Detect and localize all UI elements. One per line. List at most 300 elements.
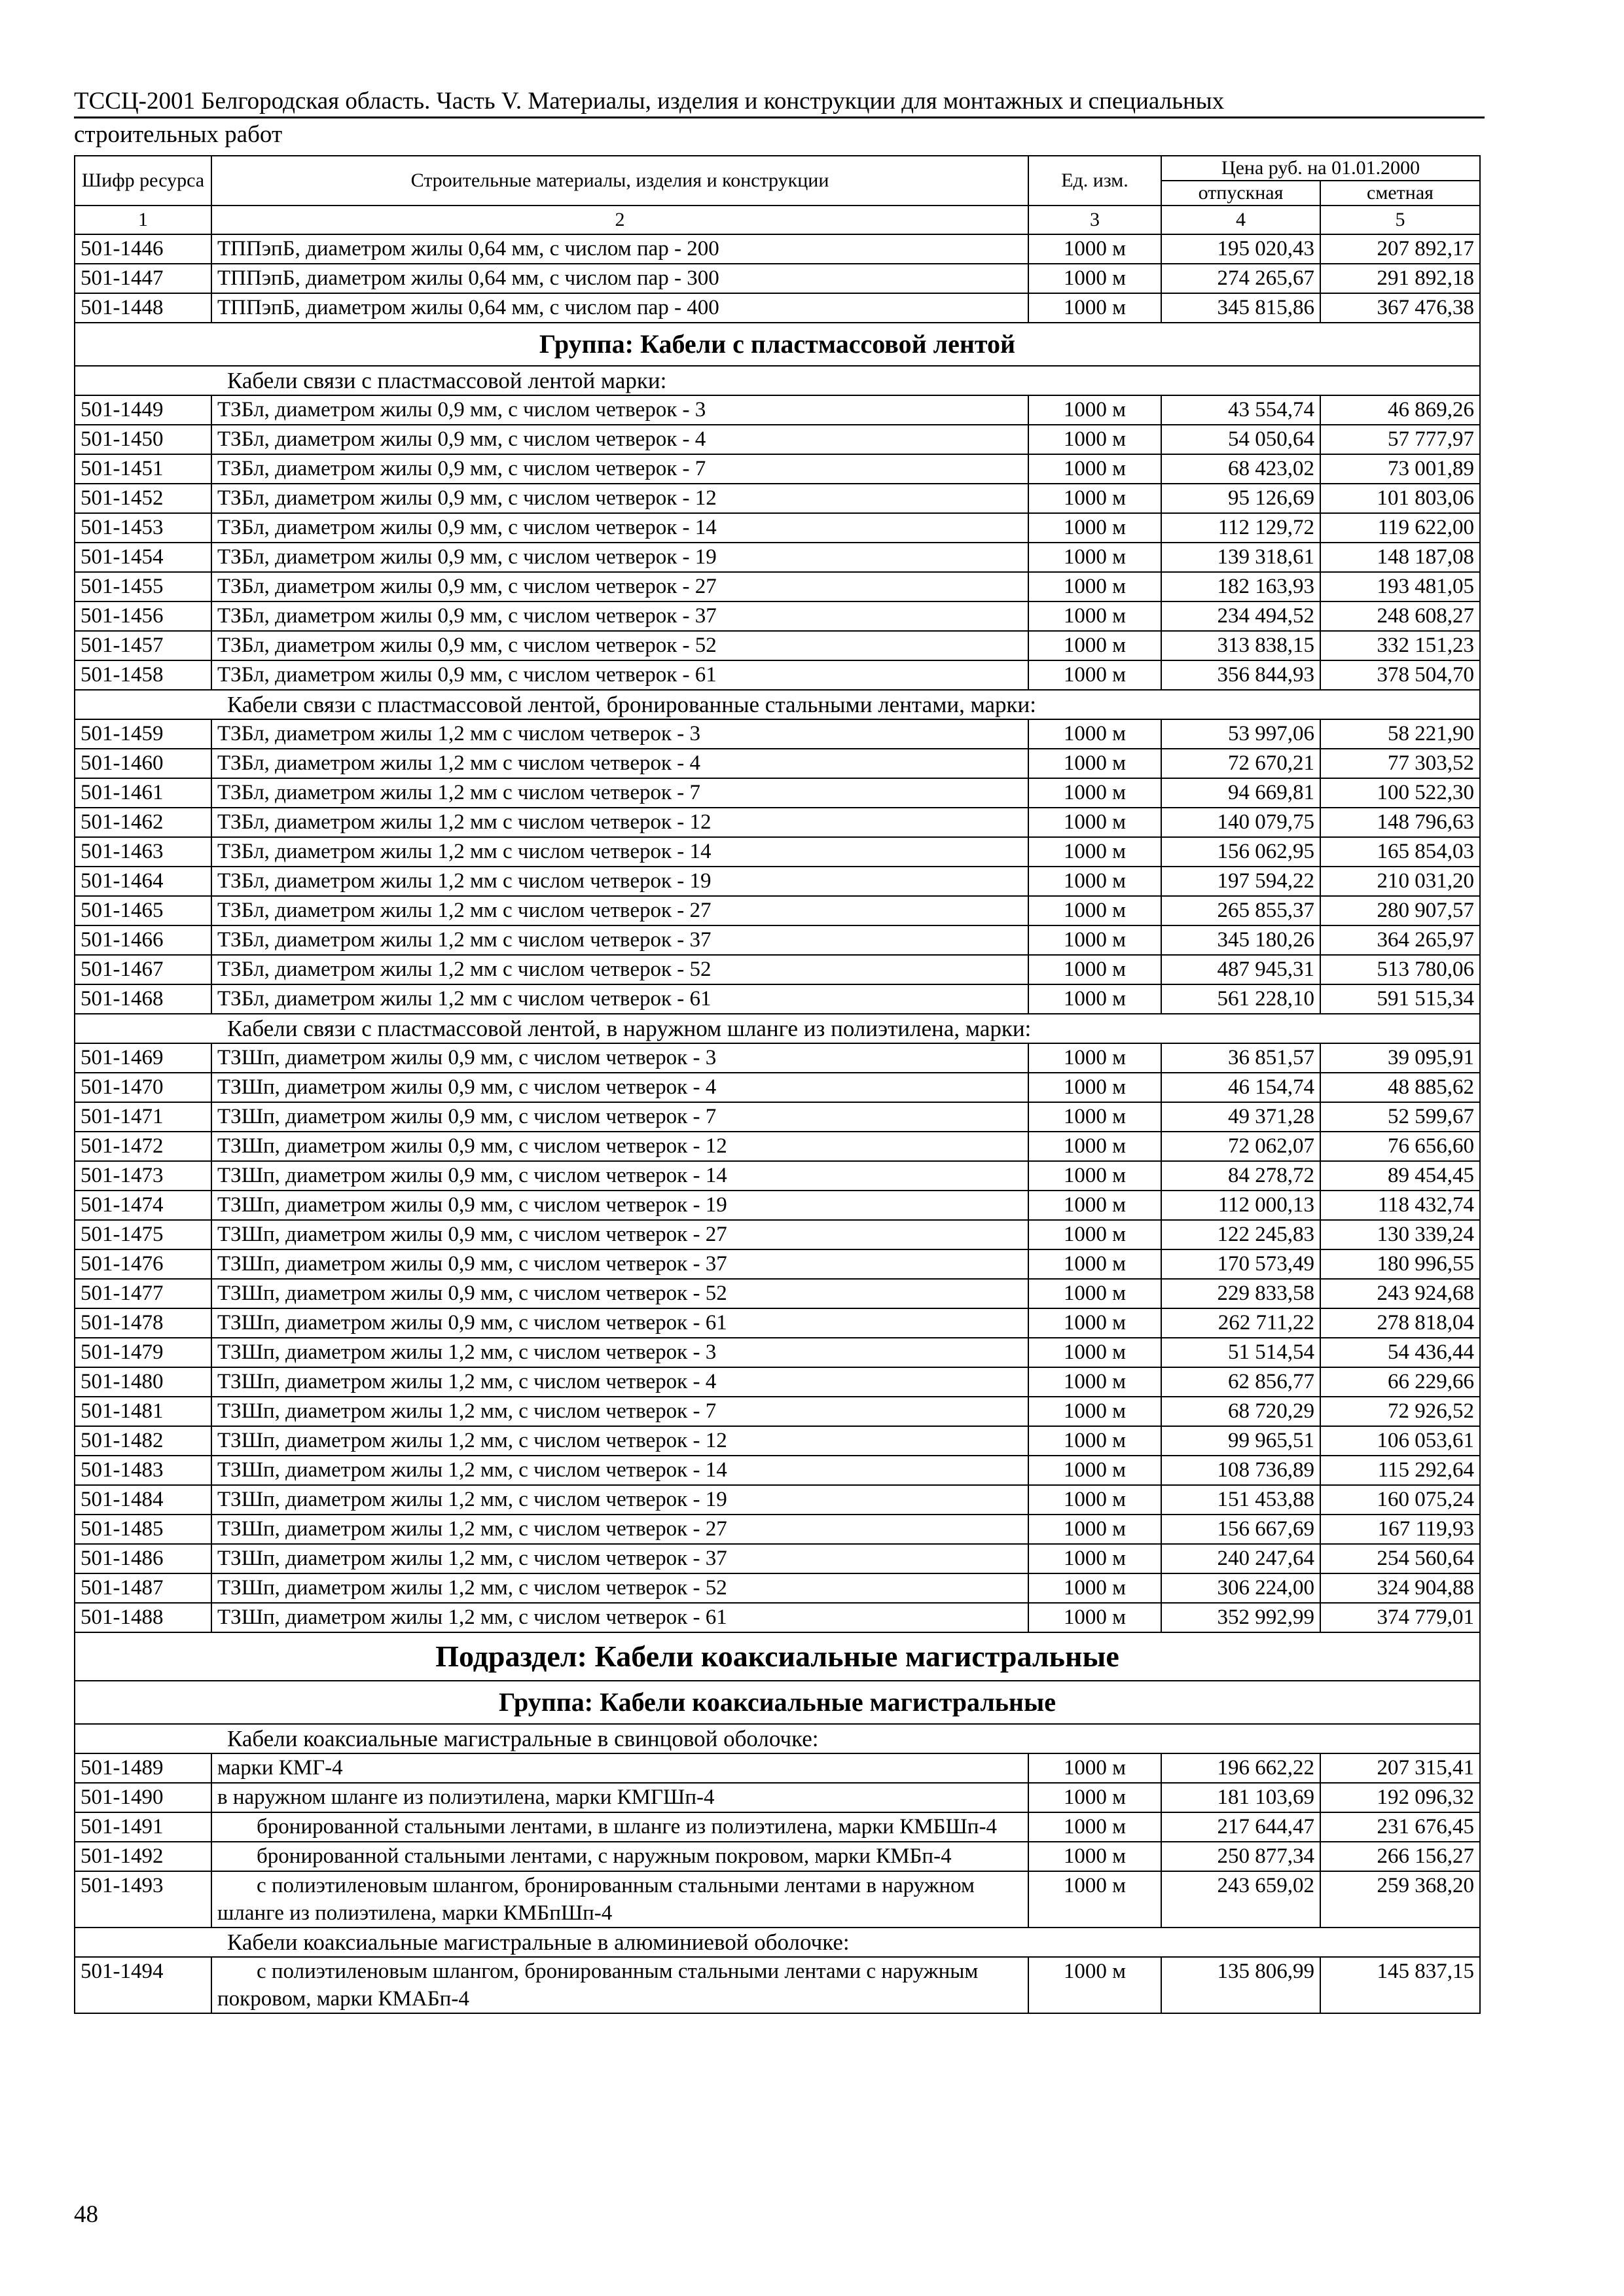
estimate-price: 58 221,90 — [1320, 719, 1480, 749]
resource-code: 501-1484 — [75, 1485, 211, 1515]
category-caption-row — [75, 1724, 1480, 1753]
table-row — [75, 1573, 1480, 1603]
category-caption: Кабели связи с пластмассовой лентой марки: — [75, 366, 1480, 395]
estimate-price: 130 339,24 — [1320, 1220, 1480, 1249]
resource-code: 501-1464 — [75, 867, 211, 896]
material-name: ТЗШп, диаметром жилы 1,2 мм, с числом четверок - 27 — [211, 1515, 1028, 1544]
material-name: бронированной стальными лентами, с наружным покровом, марки КМБп-4 — [211, 1842, 1028, 1871]
resource-code: 501-1494 — [75, 1957, 211, 2013]
estimate-price: 207 892,17 — [1320, 234, 1480, 264]
page-header — [74, 86, 1485, 149]
resource-code: 501-1449 — [75, 395, 211, 425]
release-price: 196 662,22 — [1161, 1753, 1320, 1783]
release-price: 72 670,21 — [1161, 749, 1320, 778]
material-name: ТЗБл, диаметром жилы 0,9 мм, с числом четверок - 4 — [211, 425, 1028, 454]
estimate-price: 66 229,66 — [1320, 1367, 1480, 1397]
table-row — [75, 1753, 1480, 1783]
resource-code: 501-1459 — [75, 719, 211, 749]
unit-cell: 1000 м — [1028, 1338, 1161, 1367]
material-name: ТЗБл, диаметром жилы 1,2 мм с числом четверок - 52 — [211, 955, 1028, 984]
table-row — [75, 543, 1480, 572]
estimate-price: 73 001,89 — [1320, 454, 1480, 484]
release-price: 95 126,69 — [1161, 484, 1320, 513]
unit-cell: 1000 м — [1028, 1485, 1161, 1515]
estimate-price: 160 075,24 — [1320, 1485, 1480, 1515]
table-row — [75, 1871, 1480, 1928]
unit-cell: 1000 м — [1028, 1871, 1161, 1928]
release-price: 68 720,29 — [1161, 1397, 1320, 1426]
resource-code: 501-1485 — [75, 1515, 211, 1544]
column-index: 3 — [1028, 206, 1161, 234]
table-row — [75, 1456, 1480, 1485]
estimate-price: 248 608,27 — [1320, 601, 1480, 631]
table-row — [75, 1397, 1480, 1426]
table-row — [75, 631, 1480, 660]
release-price: 108 736,89 — [1161, 1456, 1320, 1485]
resource-code: 501-1446 — [75, 234, 211, 264]
material-name: ТППэпБ, диаметром жилы 0,64 мм, с числом пар - 300 — [211, 264, 1028, 293]
table-row — [75, 867, 1480, 896]
material-name: ТЗБл, диаметром жилы 0,9 мм, с числом четверок - 27 — [211, 572, 1028, 601]
material-name: ТЗШп, диаметром жилы 1,2 мм, с числом четверок - 12 — [211, 1426, 1028, 1456]
estimate-price: 280 907,57 — [1320, 896, 1480, 925]
resource-code: 501-1455 — [75, 572, 211, 601]
resource-code: 501-1448 — [75, 293, 211, 323]
material-name: ТЗШп, диаметром жилы 0,9 мм, с числом четверок - 4 — [211, 1073, 1028, 1102]
material-name: ТЗБл, диаметром жилы 0,9 мм, с числом четверок - 14 — [211, 513, 1028, 543]
resource-code: 501-1468 — [75, 984, 211, 1014]
category-caption-row — [75, 366, 1480, 395]
table-row — [75, 925, 1480, 955]
table-row — [75, 1957, 1480, 2013]
resource-code: 501-1479 — [75, 1338, 211, 1367]
material-name: ТЗШп, диаметром жилы 1,2 мм, с числом четверок - 37 — [211, 1544, 1028, 1573]
material-name: с полиэтиленовым шлангом, бронированным стальными лентами с наружным покровом, марки КМАБп-4 — [211, 1957, 1028, 2013]
unit-cell: 1000 м — [1028, 1957, 1161, 2013]
estimate-price: 100 522,30 — [1320, 778, 1480, 808]
unit-cell: 1000 м — [1028, 1783, 1161, 1812]
estimate-price: 278 818,04 — [1320, 1308, 1480, 1338]
group-heading: Группа: Кабели коаксиальные магистральные — [75, 1681, 1480, 1724]
table-row — [75, 1043, 1480, 1073]
resource-code: 501-1470 — [75, 1073, 211, 1102]
estimate-price: 165 854,03 — [1320, 837, 1480, 867]
estimate-price: 89 454,45 — [1320, 1161, 1480, 1191]
estimate-price: 254 560,64 — [1320, 1544, 1480, 1573]
category-caption-row — [75, 1928, 1480, 1957]
table-row — [75, 1220, 1480, 1249]
resource-code: 501-1490 — [75, 1783, 211, 1812]
material-name: в наружном шланге из полиэтилена, марки КМГШп-4 — [211, 1783, 1028, 1812]
group-heading-row — [75, 323, 1480, 366]
table-row — [75, 1132, 1480, 1161]
estimate-price: 591 515,34 — [1320, 984, 1480, 1014]
material-name: ТЗШп, диаметром жилы 1,2 мм, с числом четверок - 52 — [211, 1573, 1028, 1603]
resource-code: 501-1481 — [75, 1397, 211, 1426]
estimate-price: 378 504,70 — [1320, 660, 1480, 690]
column-index-row — [75, 206, 1480, 234]
material-name: ТППэпБ, диаметром жилы 0,64 мм, с числом пар - 200 — [211, 234, 1028, 264]
subsection-heading-row — [75, 1632, 1480, 1681]
material-name: ТЗШп, диаметром жилы 0,9 мм, с числом четверок - 19 — [211, 1191, 1028, 1220]
release-price: 68 423,02 — [1161, 454, 1320, 484]
resource-code: 501-1450 — [75, 425, 211, 454]
resource-code: 501-1457 — [75, 631, 211, 660]
resource-code: 501-1478 — [75, 1308, 211, 1338]
table-row — [75, 234, 1480, 264]
release-price: 306 224,00 — [1161, 1573, 1320, 1603]
table-row — [75, 719, 1480, 749]
estimate-price: 145 837,15 — [1320, 1957, 1480, 2013]
estimate-price: 106 053,61 — [1320, 1426, 1480, 1456]
release-price: 156 667,69 — [1161, 1515, 1320, 1544]
header-code: Шифр ресурса — [75, 156, 211, 206]
table-row — [75, 454, 1480, 484]
estimate-price: 192 096,32 — [1320, 1783, 1480, 1812]
release-price: 234 494,52 — [1161, 601, 1320, 631]
estimate-price: 210 031,20 — [1320, 867, 1480, 896]
release-price: 140 079,75 — [1161, 808, 1320, 837]
estimate-price: 243 924,68 — [1320, 1279, 1480, 1308]
release-price: 195 020,43 — [1161, 234, 1320, 264]
table-row — [75, 1249, 1480, 1279]
material-name: ТЗБл, диаметром жилы 1,2 мм с числом четверок - 12 — [211, 808, 1028, 837]
resource-code: 501-1488 — [75, 1603, 211, 1632]
material-name: ТЗШп, диаметром жилы 0,9 мм, с числом четверок - 3 — [211, 1043, 1028, 1073]
subsection-heading: Подраздел: Кабели коаксиальные магистральные — [75, 1632, 1480, 1681]
unit-cell: 1000 м — [1028, 1842, 1161, 1871]
unit-cell: 1000 м — [1028, 749, 1161, 778]
release-price: 250 877,34 — [1161, 1842, 1320, 1871]
resource-code: 501-1475 — [75, 1220, 211, 1249]
material-name: ТППэпБ, диаметром жилы 0,64 мм, с числом пар - 400 — [211, 293, 1028, 323]
release-price: 156 062,95 — [1161, 837, 1320, 867]
release-price: 197 594,22 — [1161, 867, 1320, 896]
resource-code: 501-1469 — [75, 1043, 211, 1073]
unit-cell: 1000 м — [1028, 1603, 1161, 1632]
unit-cell: 1000 м — [1028, 234, 1161, 264]
unit-cell: 1000 м — [1028, 837, 1161, 867]
column-index: 5 — [1320, 206, 1480, 234]
unit-cell: 1000 м — [1028, 1191, 1161, 1220]
material-name: ТЗБл, диаметром жилы 0,9 мм, с числом четверок - 61 — [211, 660, 1028, 690]
resource-code: 501-1483 — [75, 1456, 211, 1485]
estimate-price: 364 265,97 — [1320, 925, 1480, 955]
release-price: 561 228,10 — [1161, 984, 1320, 1014]
estimate-price: 332 151,23 — [1320, 631, 1480, 660]
unit-cell: 1000 м — [1028, 719, 1161, 749]
table-row — [75, 1338, 1480, 1367]
column-index: 2 — [211, 206, 1028, 234]
material-name: ТЗБл, диаметром жилы 1,2 мм с числом четверок - 61 — [211, 984, 1028, 1014]
unit-cell: 1000 м — [1028, 1515, 1161, 1544]
column-index: 1 — [75, 206, 211, 234]
release-price: 352 992,99 — [1161, 1603, 1320, 1632]
material-name: ТЗШп, диаметром жилы 1,2 мм, с числом четверок - 4 — [211, 1367, 1028, 1397]
table-row — [75, 1515, 1480, 1544]
release-price: 53 997,06 — [1161, 719, 1320, 749]
unit-cell: 1000 м — [1028, 1073, 1161, 1102]
release-price: 243 659,02 — [1161, 1871, 1320, 1928]
estimate-price: 118 432,74 — [1320, 1191, 1480, 1220]
resource-code: 501-1474 — [75, 1191, 211, 1220]
resource-code: 501-1460 — [75, 749, 211, 778]
table-row — [75, 1812, 1480, 1842]
estimate-price: 513 780,06 — [1320, 955, 1480, 984]
unit-cell: 1000 м — [1028, 1397, 1161, 1426]
unit-cell: 1000 м — [1028, 1279, 1161, 1308]
estimate-price: 180 996,55 — [1320, 1249, 1480, 1279]
resource-code: 501-1462 — [75, 808, 211, 837]
table-row — [75, 660, 1480, 690]
material-name: ТЗШп, диаметром жилы 1,2 мм, с числом четверок - 14 — [211, 1456, 1028, 1485]
table-row — [75, 513, 1480, 543]
material-name: ТЗБл, диаметром жилы 1,2 мм с числом четверок - 19 — [211, 867, 1028, 896]
estimate-price: 193 481,05 — [1320, 572, 1480, 601]
material-name: ТЗБл, диаметром жилы 1,2 мм с числом четверок - 4 — [211, 749, 1028, 778]
table-row — [75, 955, 1480, 984]
estimate-price: 291 892,18 — [1320, 264, 1480, 293]
unit-cell: 1000 м — [1028, 984, 1161, 1014]
material-name: ТЗБл, диаметром жилы 0,9 мм, с числом четверок - 37 — [211, 601, 1028, 631]
unit-cell: 1000 м — [1028, 1367, 1161, 1397]
release-price: 112 129,72 — [1161, 513, 1320, 543]
table-row — [75, 1603, 1480, 1632]
estimate-price: 101 803,06 — [1320, 484, 1480, 513]
unit-cell: 1000 м — [1028, 601, 1161, 631]
resource-code: 501-1477 — [75, 1279, 211, 1308]
estimate-price: 48 885,62 — [1320, 1073, 1480, 1102]
resource-code: 501-1456 — [75, 601, 211, 631]
material-name: марки КМГ-4 — [211, 1753, 1028, 1783]
table-row — [75, 1367, 1480, 1397]
unit-cell: 1000 м — [1028, 1456, 1161, 1485]
unit-cell: 1000 м — [1028, 631, 1161, 660]
release-price: 182 163,93 — [1161, 572, 1320, 601]
release-price: 84 278,72 — [1161, 1161, 1320, 1191]
estimate-price: 76 656,60 — [1320, 1132, 1480, 1161]
table-row — [75, 1544, 1480, 1573]
table-row — [75, 395, 1480, 425]
estimate-price: 259 368,20 — [1320, 1871, 1480, 1928]
material-name: ТЗШп, диаметром жилы 1,2 мм, с числом четверок - 19 — [211, 1485, 1028, 1515]
unit-cell: 1000 м — [1028, 1102, 1161, 1132]
material-name: ТЗШп, диаметром жилы 1,2 мм, с числом четверок - 7 — [211, 1397, 1028, 1426]
table-row — [75, 264, 1480, 293]
table-row — [75, 837, 1480, 867]
resource-code: 501-1454 — [75, 543, 211, 572]
unit-cell: 1000 м — [1028, 808, 1161, 837]
resource-code: 501-1487 — [75, 1573, 211, 1603]
table-row — [75, 749, 1480, 778]
resource-code: 501-1491 — [75, 1812, 211, 1842]
release-price: 122 245,83 — [1161, 1220, 1320, 1249]
material-name: ТЗШп, диаметром жилы 0,9 мм, с числом четверок - 12 — [211, 1132, 1028, 1161]
header-name: Строительные материалы, изделия и конструкции — [211, 156, 1028, 206]
unit-cell: 1000 м — [1028, 1544, 1161, 1573]
release-price: 151 453,88 — [1161, 1485, 1320, 1515]
material-name: ТЗШп, диаметром жилы 0,9 мм, с числом четверок - 37 — [211, 1249, 1028, 1279]
resource-code: 501-1493 — [75, 1871, 211, 1928]
header-price: Цена руб. на 01.01.2000 — [1161, 156, 1480, 181]
table-row — [75, 601, 1480, 631]
release-price: 54 050,64 — [1161, 425, 1320, 454]
material-name: ТЗБл, диаметром жилы 1,2 мм с числом четверок - 7 — [211, 778, 1028, 808]
estimate-price: 231 676,45 — [1320, 1812, 1480, 1842]
unit-cell: 1000 м — [1028, 896, 1161, 925]
table-row — [75, 1102, 1480, 1132]
table-row — [75, 1426, 1480, 1456]
resource-code: 501-1472 — [75, 1132, 211, 1161]
estimate-price: 57 777,97 — [1320, 425, 1480, 454]
column-index: 4 — [1161, 206, 1320, 234]
unit-cell: 1000 м — [1028, 543, 1161, 572]
release-price: 170 573,49 — [1161, 1249, 1320, 1279]
resource-code: 501-1458 — [75, 660, 211, 690]
material-name: ТЗШп, диаметром жилы 1,2 мм, с числом четверок - 61 — [211, 1603, 1028, 1632]
table-row — [75, 484, 1480, 513]
release-price: 49 371,28 — [1161, 1102, 1320, 1132]
unit-cell: 1000 м — [1028, 1308, 1161, 1338]
release-price: 72 062,07 — [1161, 1132, 1320, 1161]
material-name: ТЗБл, диаметром жилы 1,2 мм с числом четверок - 3 — [211, 719, 1028, 749]
header-title-line2: строительных работ — [74, 121, 283, 148]
header-release-price: отпускная — [1161, 181, 1320, 206]
table-row — [75, 1161, 1480, 1191]
table-row — [75, 1191, 1480, 1220]
unit-cell: 1000 м — [1028, 1161, 1161, 1191]
estimate-price: 148 796,63 — [1320, 808, 1480, 837]
page-number: 48 — [74, 2201, 98, 2228]
table-row — [75, 808, 1480, 837]
release-price: 135 806,99 — [1161, 1957, 1320, 2013]
category-caption-row — [75, 1014, 1480, 1043]
release-price: 229 833,58 — [1161, 1279, 1320, 1308]
resource-code: 501-1466 — [75, 925, 211, 955]
header-title-line1: ТССЦ-2001 Белгородская область. Часть V. Материалы, изделия и конструкции для монтажных и специальных — [74, 86, 1485, 118]
header-unit: Ед. изм. — [1028, 156, 1161, 206]
resource-code: 501-1486 — [75, 1544, 211, 1573]
release-price: 274 265,67 — [1161, 264, 1320, 293]
unit-cell: 1000 м — [1028, 293, 1161, 323]
material-name: ТЗБл, диаметром жилы 1,2 мм с числом четверок - 37 — [211, 925, 1028, 955]
release-price: 46 154,74 — [1161, 1073, 1320, 1102]
unit-cell: 1000 м — [1028, 484, 1161, 513]
unit-cell: 1000 м — [1028, 925, 1161, 955]
unit-cell: 1000 м — [1028, 1812, 1161, 1842]
resource-code: 501-1492 — [75, 1842, 211, 1871]
resource-code: 501-1452 — [75, 484, 211, 513]
material-name: ТЗБл, диаметром жилы 0,9 мм, с числом четверок - 3 — [211, 395, 1028, 425]
estimate-price: 46 869,26 — [1320, 395, 1480, 425]
resource-code: 501-1467 — [75, 955, 211, 984]
resource-code: 501-1489 — [75, 1753, 211, 1783]
resource-code: 501-1463 — [75, 837, 211, 867]
resource-code: 501-1480 — [75, 1367, 211, 1397]
material-name: ТЗШп, диаметром жилы 0,9 мм, с числом четверок - 7 — [211, 1102, 1028, 1132]
estimate-price: 119 622,00 — [1320, 513, 1480, 543]
unit-cell: 1000 м — [1028, 395, 1161, 425]
table-row — [75, 1485, 1480, 1515]
material-name: ТЗБл, диаметром жилы 1,2 мм с числом четверок - 14 — [211, 837, 1028, 867]
estimate-price: 207 315,41 — [1320, 1753, 1480, 1783]
table-row — [75, 1279, 1480, 1308]
resource-code: 501-1453 — [75, 513, 211, 543]
table-header-row — [75, 156, 1480, 181]
table-row — [75, 425, 1480, 454]
resource-code: 501-1447 — [75, 264, 211, 293]
unit-cell: 1000 м — [1028, 1220, 1161, 1249]
release-price: 313 838,15 — [1161, 631, 1320, 660]
unit-cell: 1000 м — [1028, 1426, 1161, 1456]
estimate-price: 167 119,93 — [1320, 1515, 1480, 1544]
resource-code: 501-1476 — [75, 1249, 211, 1279]
category-caption: Кабели связи с пластмассовой лентой, бронированные стальными лентами, марки: — [75, 690, 1480, 719]
release-price: 51 514,54 — [1161, 1338, 1320, 1367]
table-row — [75, 1308, 1480, 1338]
release-price: 139 318,61 — [1161, 543, 1320, 572]
release-price: 265 855,37 — [1161, 896, 1320, 925]
table-row — [75, 293, 1480, 323]
material-name: ТЗБл, диаметром жилы 1,2 мм с числом четверок - 27 — [211, 896, 1028, 925]
unit-cell: 1000 м — [1028, 264, 1161, 293]
estimate-price: 72 926,52 — [1320, 1397, 1480, 1426]
unit-cell: 1000 м — [1028, 1249, 1161, 1279]
table-row — [75, 1783, 1480, 1812]
estimate-price: 374 779,01 — [1320, 1603, 1480, 1632]
unit-cell: 1000 м — [1028, 1132, 1161, 1161]
table-row — [75, 1073, 1480, 1102]
table-row — [75, 896, 1480, 925]
category-caption: Кабели связи с пластмассовой лентой, в наружном шланге из полиэтилена, марки: — [75, 1014, 1480, 1043]
estimate-price: 266 156,27 — [1320, 1842, 1480, 1871]
resource-code: 501-1451 — [75, 454, 211, 484]
resource-code: 501-1461 — [75, 778, 211, 808]
unit-cell: 1000 м — [1028, 660, 1161, 690]
material-name: ТЗШп, диаметром жилы 0,9 мм, с числом четверок - 52 — [211, 1279, 1028, 1308]
header-estimate-price: сметная — [1320, 181, 1480, 206]
category-caption: Кабели коаксиальные магистральные в свинцовой оболочке: — [75, 1724, 1480, 1753]
material-name: ТЗШп, диаметром жилы 0,9 мм, с числом четверок - 61 — [211, 1308, 1028, 1338]
estimate-price: 324 904,88 — [1320, 1573, 1480, 1603]
release-price: 262 711,22 — [1161, 1308, 1320, 1338]
resource-code: 501-1473 — [75, 1161, 211, 1191]
unit-cell: 1000 м — [1028, 425, 1161, 454]
unit-cell: 1000 м — [1028, 955, 1161, 984]
group-heading-row — [75, 1681, 1480, 1724]
material-name: ТЗШп, диаметром жилы 1,2 мм, с числом четверок - 3 — [211, 1338, 1028, 1367]
table-body — [75, 234, 1480, 2013]
table-row — [75, 984, 1480, 1014]
estimate-price: 39 095,91 — [1320, 1043, 1480, 1073]
estimate-price: 367 476,38 — [1320, 293, 1480, 323]
release-price: 345 815,86 — [1161, 293, 1320, 323]
table-row — [75, 778, 1480, 808]
release-price: 240 247,64 — [1161, 1544, 1320, 1573]
category-caption-row — [75, 690, 1480, 719]
material-name: бронированной стальными лентами, в шланге из полиэтилена, марки КМБШп-4 — [211, 1812, 1028, 1842]
release-price: 356 844,93 — [1161, 660, 1320, 690]
release-price: 345 180,26 — [1161, 925, 1320, 955]
unit-cell: 1000 м — [1028, 867, 1161, 896]
unit-cell: 1000 м — [1028, 778, 1161, 808]
resource-code: 501-1482 — [75, 1426, 211, 1456]
estimate-price: 148 187,08 — [1320, 543, 1480, 572]
unit-cell: 1000 м — [1028, 1043, 1161, 1073]
estimate-price: 52 599,67 — [1320, 1102, 1480, 1132]
unit-cell: 1000 м — [1028, 513, 1161, 543]
resource-code: 501-1465 — [75, 896, 211, 925]
